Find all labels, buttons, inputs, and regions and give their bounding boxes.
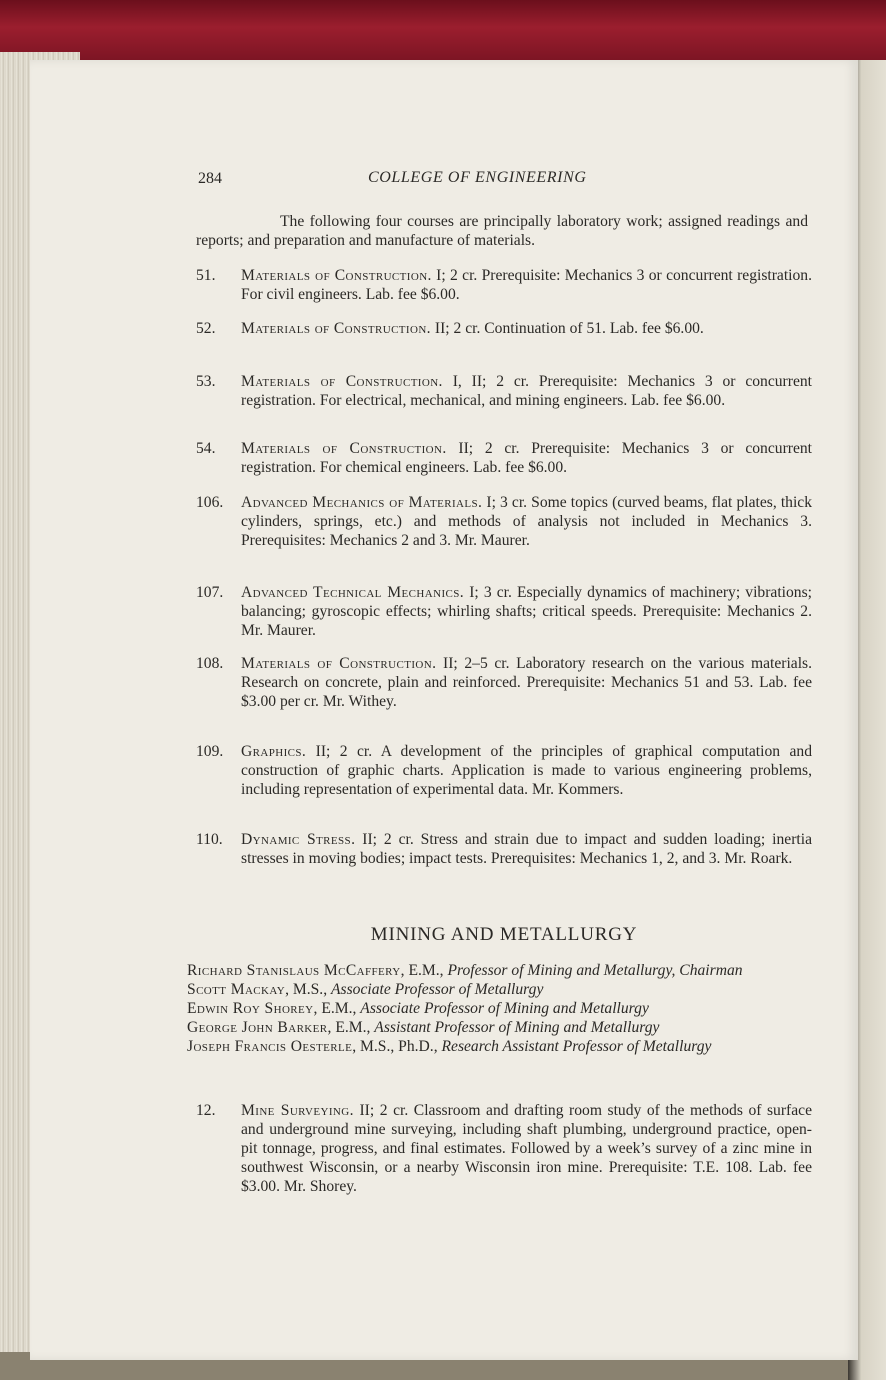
faculty-title: Assistant Professor of Mining and Metallurgy [374, 1019, 660, 1036]
faculty-title: Associate Professor of Mining and Metallurgy [360, 1000, 649, 1017]
course-number: 53. [196, 373, 216, 390]
intro-paragraph [196, 212, 808, 250]
course-entry [196, 439, 812, 477]
course-name: Dynamic Stress. [241, 831, 356, 848]
faculty-title: Research Assistant Professor of Metallurgy [441, 1038, 712, 1055]
faculty-degree: , E.M., [313, 1000, 361, 1017]
course-name: Graphics. [241, 743, 307, 760]
course-name: Materials of Construction. [241, 373, 443, 390]
faculty-list [187, 961, 812, 1056]
faculty-member [187, 1018, 812, 1037]
faculty-member [187, 961, 812, 980]
course-entry [196, 1101, 812, 1196]
course-name: Materials of Construction. [241, 320, 431, 337]
course-number: 54. [196, 440, 216, 457]
course-name: Materials of Construction. [241, 267, 432, 284]
course-details: II; 2 cr. Stress and strain due to impact and sudden loading; inertia stresses in moving bodies; impact tests. Prerequisites: Mechanics 1, 2, and 3. Mr. Roark. [241, 831, 813, 867]
book-binding [0, 0, 886, 60]
faculty-member [187, 999, 812, 1018]
faculty-degree: , M.S., Ph.D., [352, 1038, 442, 1055]
course-name: Mine Surveying. [241, 1102, 354, 1119]
faculty-name: Richard Stanislaus McCaffery [187, 962, 401, 979]
course-number: 52. [196, 320, 216, 337]
course-details: II; 2 cr. Prerequisite: Mechanics 3 or concurrent registration. For chemical engineers. Lab. fee $6.00. [241, 440, 813, 476]
faculty-name: George John Barker [187, 1019, 328, 1036]
page-number: 284 [198, 170, 222, 187]
course-details: II; 2 cr. A development of the principles of graphical computation and construction of graphic charts. Application is made to various engineering problems, including representation of experimental data. Mr. Kommers. [241, 743, 812, 798]
faculty-member [187, 1037, 812, 1056]
course-number: 109. [196, 743, 224, 760]
course-entry [196, 372, 812, 410]
course-name: Materials of Construction. [241, 655, 437, 672]
running-head: COLLEGE OF ENGINEERING [368, 169, 587, 186]
faculty-member [187, 980, 812, 999]
faculty-name: Edwin Roy Shorey [187, 1000, 314, 1017]
course-details: I; 3 cr. Some topics (curved beams, flat plates, thick cylinders, springs, etc.) and methods of analysis not included in Mechanics 3. Prerequisites: Mechanics 2 and 3. Mr. Maurer. [241, 494, 813, 549]
faculty-name: Scott Mackay [187, 981, 286, 998]
course-number: 106. [196, 494, 224, 511]
course-name: Advanced Technical Mechanics. [241, 584, 465, 601]
course-entry [196, 583, 812, 640]
faculty-degree: , E.M., [327, 1019, 375, 1036]
course-name: Advanced Mechanics of Materials. [241, 494, 483, 511]
course-details: I; 2 cr. Prerequisite: Mechanics 3 or concurrent registration. For civil engineers. Lab. fee $6.00. [241, 267, 812, 303]
course-number: 107. [196, 584, 224, 601]
course-number: 110. [196, 831, 223, 848]
faculty-title: Professor of Mining and Metallurgy, Chairman [447, 962, 743, 979]
course-number: 12. [196, 1102, 216, 1119]
course-details: I; 3 cr. Especially dynamics of machinery; vibrations; balancing; gyroscopic effects; whirling shafts; critical speeds. Prerequisite: Mechanics 2. Mr. Maurer. [241, 584, 812, 639]
course-entry [196, 654, 812, 711]
course-entry [196, 319, 812, 338]
faculty-title: Associate Professor of Metallurgy [331, 981, 544, 998]
intro-text: The following four courses are principally laboratory work; assigned readings and reports; and preparation and manufacture of materials. [196, 213, 808, 249]
course-entry [196, 266, 812, 304]
faculty-name: Joseph Francis Oesterle [187, 1038, 353, 1055]
course-number: 51. [196, 267, 216, 284]
course-number: 108. [196, 655, 224, 672]
course-entry [196, 493, 812, 550]
course-details: II; 2 cr. Continuation of 51. Lab. fee $6.00. [430, 320, 704, 337]
course-entry [196, 742, 812, 799]
course-details: II; 2–5 cr. Laboratory research on the various materials. Research on concrete, plain and reinforced. Prerequisite: Mechanics 51 and 53. Lab. fee $3.00 per cr. Mr. Withey. [241, 655, 813, 710]
course-details: II; 2 cr. Classroom and drafting room study of the methods of surface and underground mine surveying, including shaft plumbing, underground practice, open-pit tonnage, progress, and final estimates. Followed by a week’s survey of a zinc mine in southwest Wisconsin, or a nearby Wisconsin iron mine. Prerequisite: T.E. 108. Lab. fee $3.00. Mr. Shorey. [241, 1102, 813, 1195]
course-entry [196, 830, 812, 868]
faculty-degree: , M.S., [285, 981, 331, 998]
course-details: I, II; 2 cr. Prerequisite: Mechanics 3 or concurrent registration. For electrical, mechanical, and mining engineers. Lab. fee $6.00. [241, 373, 812, 409]
faculty-degree: , E.M., [400, 962, 448, 979]
section-heading: MINING AND METALLURGY [370, 924, 638, 945]
course-name: Materials of Construction. [241, 440, 447, 457]
